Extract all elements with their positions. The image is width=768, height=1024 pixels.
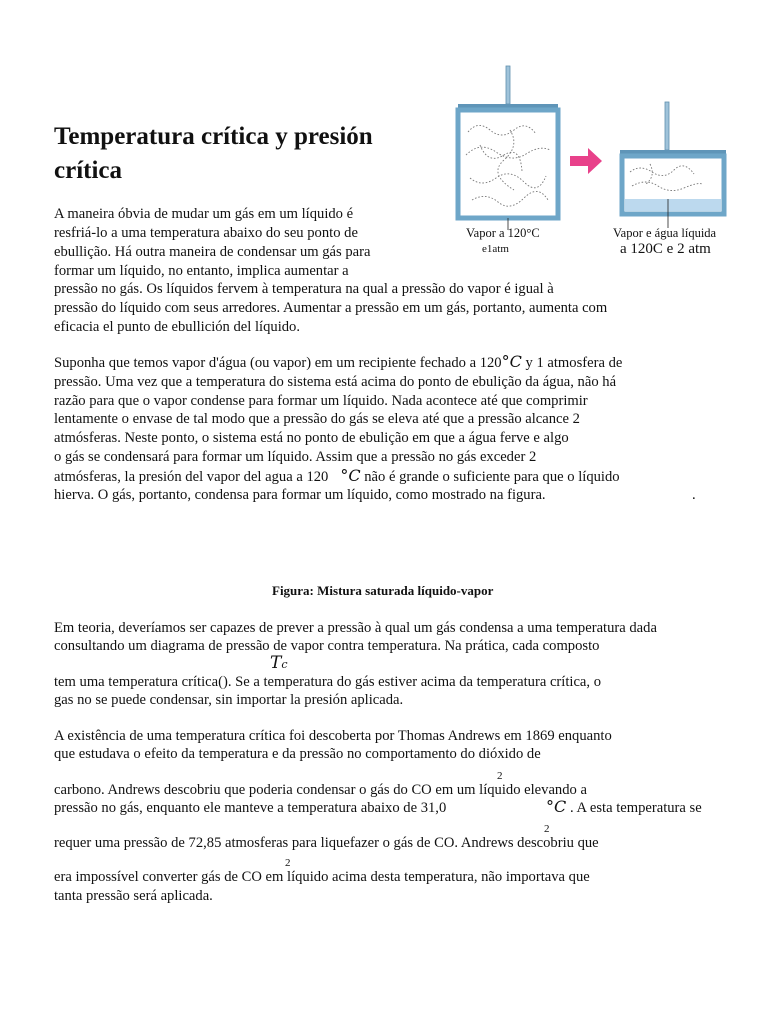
figure-label-left: Vapor a 120°C — [466, 226, 540, 240]
degree-celsius-symbol: °C — [340, 466, 361, 485]
figure-label-right-sub: a 120C e 2 atm — [620, 241, 711, 257]
page-title-line2: crítica — [54, 157, 123, 184]
critical-temperature-T: T — [270, 653, 282, 673]
paragraph3-line1: Em teoria, deveríamos ser capazes de prever a pressão à qual um gás condensa a uma temperatura dada — [54, 620, 657, 636]
paragraph2-line2: pressão. Uma vez que a temperatura do sistema está acima do ponto de ebulição da água, não há — [54, 374, 617, 390]
paragraph2-trailing-dot: . — [692, 487, 696, 503]
paragraph3-line3: tem uma temperatura crítica(). Se a temperatura do gás estiver acima da temperatura crítica, o — [54, 674, 601, 690]
paragraph4-line4-a: pressão no gás, enquanto ele manteve a temperatura abaixo de 31,0 — [54, 800, 447, 816]
paragraph2-line3: razão para que o vapor condense para formar um líquido. Nada acontece até que comprimir — [54, 393, 588, 409]
right-cylinder — [620, 102, 726, 228]
paragraph2-line1-a: Suponha que temos vapor d'água (ou vapor) em um recipiente fechado a 120 — [54, 355, 502, 371]
degree-celsius-symbol: °C — [501, 352, 522, 371]
figure-caption: Figura: Mistura saturada líquido-vapor — [272, 583, 494, 598]
paragraph1-line1: A maneira óbvia de mudar um gás em um líquido é — [54, 206, 354, 222]
figure-label-right: Vapor e água líquida — [613, 226, 717, 240]
paragraph2-line8: hierva. O gás, portanto, condensa para formar um líquido, como mostrado na figura. — [54, 487, 546, 503]
paragraph4-line7: tanta pressão será aplicada. — [54, 888, 213, 904]
paragraph2-line5: atmósferas. Neste ponto, o sistema está no ponto de ebulição em que a água ferve e algo — [54, 430, 569, 446]
paragraph2-line4: lentamente o envase de tal modo que a pressão do gás se eleva até que a pressão alcance 2 — [54, 411, 580, 427]
co2-subscript: 2 — [544, 823, 550, 835]
paragraph3-line2: consultando um diagrama de pressão de vapor contra temperatura. Na prática, cada composto — [54, 638, 600, 654]
paragraph2-line1 — [54, 353, 622, 372]
paragraph4-line1: A existência de uma temperatura crítica foi descoberta por Thomas Andrews em 1869 enquanto — [54, 728, 612, 744]
figure-label-left-sub: e1atm — [482, 243, 509, 255]
critical-temperature-subscript: c — [281, 658, 288, 671]
paragraph1-line3: ebullição. Há outra maneira de condensar um gás para — [54, 244, 371, 260]
paragraph4-line6: era impossível converter gás de CO em líquido acima desta temperatura, não importava que — [54, 869, 590, 885]
paragraph4-line5: requer uma pressão de 72,85 atmosferas para liquefazer o gás de CO. Andrews descobriu que — [54, 835, 599, 851]
co2-subscript: 2 — [285, 857, 291, 869]
left-cylinder — [458, 66, 558, 230]
paragraph2-line7-a: atmósferas, la presión del vapor del agua a 120 — [54, 469, 329, 485]
paragraph4-line3: carbono. Andrews descobriu que poderia condensar o gás do CO em um líquido elevando a — [54, 782, 587, 798]
paragraph2-line7-b: não é grande o suficiente para que o líquido — [360, 469, 620, 485]
paragraph4-line2: que estudava o efeito da temperatura e da pressão no comportamento do dióxido de — [54, 746, 541, 762]
critical-temperature-symbol — [270, 653, 288, 673]
paragraph1-line7: eficacia el punto de ebullición del líquido. — [54, 319, 300, 335]
paragraph4-line4-b: . A esta temperatura se — [570, 800, 702, 816]
arrow-icon — [570, 148, 602, 174]
paragraph1-line2: resfriá-lo a uma temperatura abaixo do seu ponto de — [54, 225, 358, 241]
paragraph1-line5: pressão no gás. Os líquidos fervem à temperatura na qual a pressão do vapor é igual à — [54, 281, 554, 297]
paragraph3-line4: gas no se puede condensar, sin importar la presión aplicada. — [54, 692, 404, 708]
co2-subscript: 2 — [497, 770, 503, 782]
paragraph2-line7 — [54, 467, 620, 486]
degree-celsius-symbol: °C — [546, 797, 567, 816]
page-title-line1: Temperatura crítica y presión — [54, 123, 373, 150]
paragraph1-line6: pressão do líquido com seus arredores. Aumentar a pressão em um gás, portanto, aumenta com — [54, 300, 608, 316]
paragraph1-line4: formar um líquido, no entanto, implica aumentar a — [54, 263, 349, 279]
paragraph2-line6: o gás se condensará para formar um líquido. Assim que a pressão no gás exceder 2 — [54, 449, 537, 465]
paragraph2-line1-b: y 1 atmosfera de — [521, 355, 623, 371]
piston-figure — [450, 60, 750, 235]
